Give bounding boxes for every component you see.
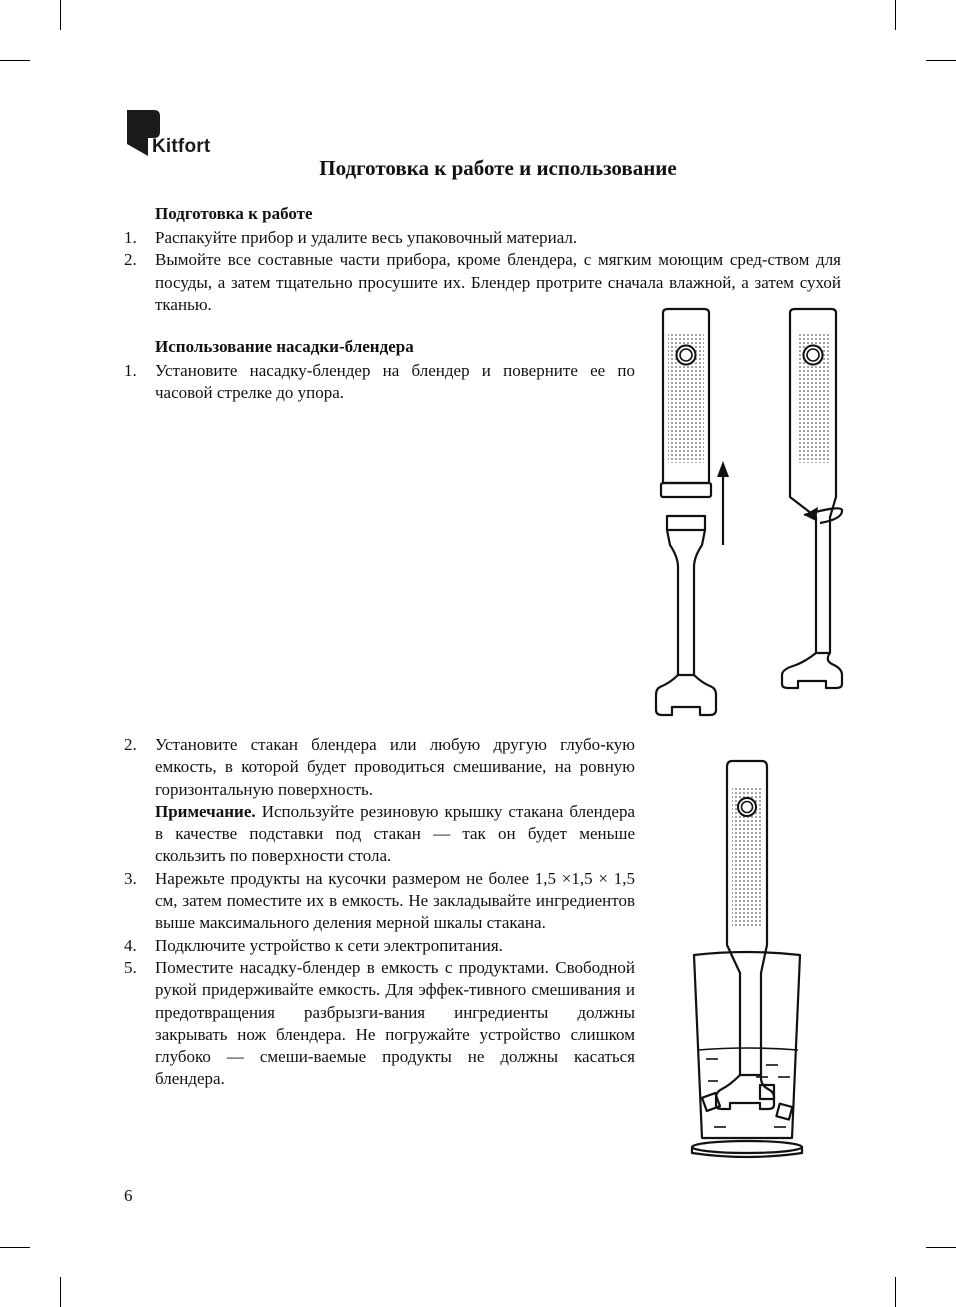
step-number: 1.	[124, 228, 137, 247]
note-label: Примечание.	[155, 801, 256, 821]
step-number: 5.	[124, 957, 137, 977]
page-title: Подготовка к работе и использование	[319, 156, 677, 180]
crop-mark	[60, 1277, 61, 1307]
step-text: Распакуйте прибор и удалите весь упаковочный материал.	[155, 228, 578, 247]
section-heading-blender-usage: Использование насадки-блендера	[155, 337, 414, 356]
step-text: Подключите устройство к сети электропитания.	[155, 935, 503, 955]
step-text: Поместите насадку-блендер в емкость с продуктами. Свободной рукой придерживайте емкость. Для эффек-тивного смешивания и предотвращения разбрызги-вания ингредиенты должны закрывать нож блендера. Не погружайте устройство слишком глубоко — смеши-ваемые продукты не должны касаться блендера.	[155, 957, 635, 1089]
step-number: 4.	[124, 935, 137, 955]
crop-mark	[895, 1277, 896, 1307]
blender-in-cup-illustration	[686, 755, 808, 1160]
list-item	[124, 957, 635, 1091]
preparation-steps	[124, 227, 841, 316]
list-item	[124, 227, 841, 249]
list-item	[124, 935, 635, 957]
step-number: 1.	[124, 361, 137, 380]
step-text: Установите насадку-блендер на блендер и поверните ее по часовой стрелке до упора.	[155, 361, 635, 403]
section-heading-preparation: Подготовка к работе	[155, 204, 313, 223]
page-number: 6	[124, 1186, 133, 1205]
list-item	[124, 868, 635, 935]
step-text: Нарежьте продукты на кусочки размером не более 1,5 ×1,5 × 1,5 см, затем поместите их в емкость. Не закладывайте ингредиентов выше максимального деления мерной шкалы стакана.	[155, 868, 635, 933]
brand-name: Kitfort	[152, 136, 211, 157]
step-number: 2.	[124, 735, 137, 754]
blender-step-2	[124, 734, 635, 1091]
crop-mark	[926, 60, 956, 61]
crop-mark	[895, 0, 896, 30]
step-text: Вымойте все составные части прибора, кроме блендера, с мягким моющим сред-ством для посуды, а затем тщательно просушите их. Блендер протрите сначала влажной, а затем сухой тканью.	[155, 250, 841, 314]
note-text: Используйте резиновую крышку стакана блендера в качестве подставки под стакан — так он будет меньше скользить по поверхности стола.	[155, 801, 635, 866]
list-item	[124, 360, 635, 405]
blender-step-1	[124, 360, 635, 405]
crop-mark	[60, 0, 61, 30]
list-item	[124, 734, 635, 868]
crop-mark	[0, 60, 30, 61]
step-number: 2.	[124, 250, 137, 270]
note-paragraph	[155, 801, 635, 868]
crop-mark	[0, 1247, 30, 1248]
blender-attach-illustration	[650, 305, 860, 720]
step-text: Установите стакан блендера или любую другую глубо-кую емкость, в которой будет проводиться смешивание, на ровную горизонтальную поверхность.	[155, 735, 635, 799]
step-number: 3.	[124, 868, 137, 888]
crop-mark	[926, 1247, 956, 1248]
